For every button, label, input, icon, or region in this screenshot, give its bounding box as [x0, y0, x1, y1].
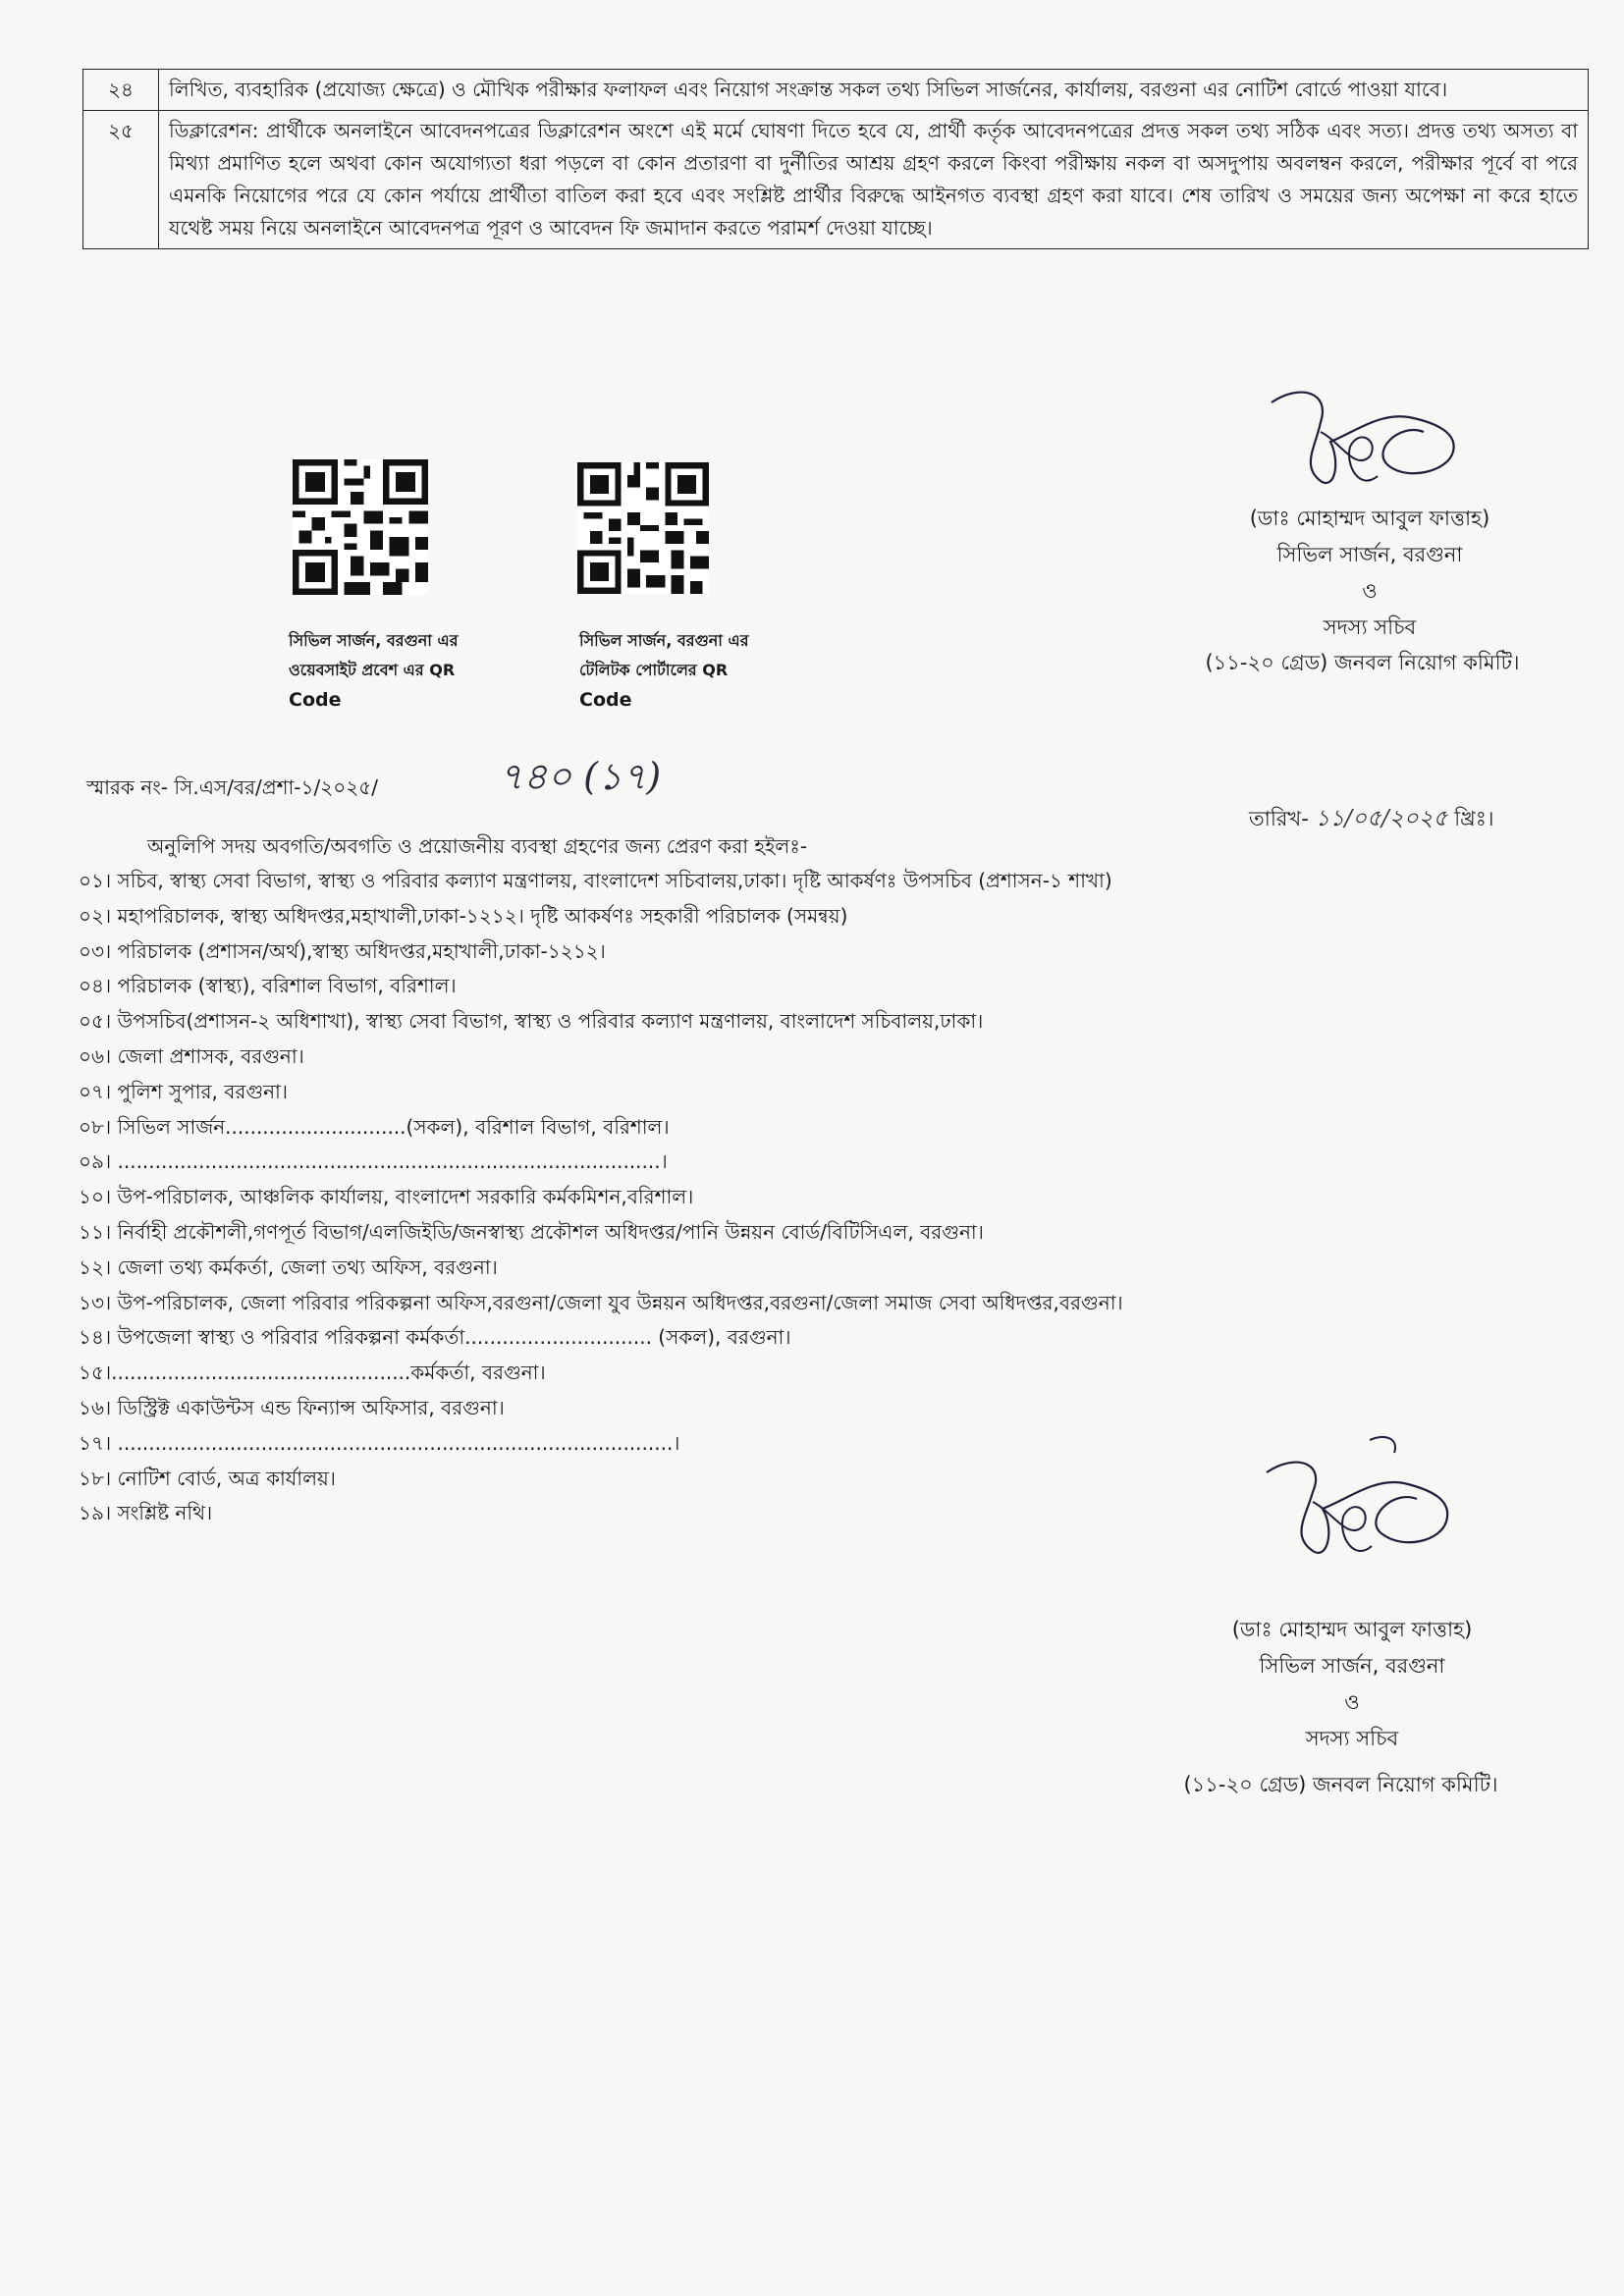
qr-caption-website — [289, 626, 524, 715]
date-suffix: খ্রিঃ। — [1454, 807, 1494, 830]
qr-caption-line: সিভিল সার্জন, বরগুনা এর — [579, 631, 749, 650]
signatory-role: সদস্য সচিব — [1323, 615, 1417, 639]
list-item: ০৮। সিভিল সার্জন.............................(সকল), বরিশাল বিভাগ, বরিশাল। — [79, 1114, 670, 1139]
signatory-designation: সিভিল সার্জন, বরগুনা — [1259, 1654, 1445, 1678]
memo-date — [1249, 800, 1494, 838]
list-item: ১৯। সংশ্লিষ্ট নথি। — [79, 1501, 213, 1525]
list-item: ১০। উপ-পরিচালক, আঞ্চলিক কার্যালয়, বাংলাদেশ সরকারি কর্মকমিশন,বরিশাল। — [79, 1185, 694, 1209]
clause-text: ডিক্লারেশন: প্রার্থীকে অনলাইনে আবেদনপত্রের ডিক্লারেশন অংশে এই মর্মে ঘোষণা দিতে হবে যে, প্রার্থী কর্তৃক আবেদনপত্রের প্রদত্ত সকল তথ্য সঠিক এবং সত্য। প্রদত্ত তথ্য অসত্য বা মিথ্যা প্রমাণিত হলে অথবা কোন অযোগ্যতা ধরা পড়লে বা কোন প্রতারণা বা দুর্নীতির আশ্রয় গ্রহণ করলে কিংবা পরীক্ষায় নকল বা অসদুপায় অবলম্বন করলে, পরীক্ষার পূর্বে বা পরে এমনকি নিয়োগের পরে যে কোন পর্যায়ে প্রার্থীতা বাতিল করা হবে এবং সংশ্লিষ্ট প্রার্থীর বিরুদ্ধে আইনগত ব্যবস্থা গ্রহণ করা যাবে। শেষ তারিখ ও সময়ের জন্য অপেক্ষা না করে হাতে যথেষ্ট সময় নিয়ে অনলাইনে আবেদনপত্র পূরণ ও আবেদন ফি জমাদান করতে পরামর্শ দেওয়া যাচ্ছে। — [159, 111, 1589, 249]
qr-code-icon — [293, 459, 428, 595]
list-item: ০২। মহাপরিচালক, স্বাস্থ্য অধিদপ্তর,মহাখালী,ঢাকা-১২১২। দৃষ্টি আকর্ষণঃ সহকারী পরিচালক (সমন্বয়) — [79, 903, 848, 928]
signature-image — [1262, 373, 1478, 510]
list-item: ০৯। .......................................................................................। — [79, 1149, 668, 1174]
signatory-role: সদস্য সচিব — [1305, 1727, 1399, 1750]
list-item: ১৮। নোটিশ বোর্ড, অত্র কার্যালয়। — [79, 1466, 336, 1490]
list-item: ১৫।................................................কর্মকর্তা, বরগুনা। — [79, 1361, 546, 1385]
list-item: ১১। নির্বাহী প্রকৌশলী,গণপূর্ত বিভাগ/এলজিইডি/জনস্বাস্থ্য প্রকৌশল অধিদপ্তর/পানি উন্নয়ন বোর্ড/বিটিসিএল, বরগুনা। — [79, 1219, 984, 1244]
table-row — [83, 70, 1589, 111]
qr-caption-line: ওয়েবসাইট প্রবেশ এর QR — [289, 661, 456, 679]
qr-code-teletalk — [577, 461, 709, 599]
handwritten-memo-number — [491, 738, 717, 817]
signatory-block-top — [1208, 501, 1532, 646]
list-item: ১৬। ডিস্ট্রিক্ট একাউন্টস এন্ড ফিন্যান্স অফিসার, বরগুনা। — [79, 1395, 505, 1419]
list-item: ০৬। জেলা প্রশাসক, বরগুনা। — [79, 1043, 304, 1068]
copy-intro: অনুলিপি সদয় অবগতি/অবগতি ও প্রয়োজনীয় ব্যবস্থা গ্রহণের জন্য প্রেরণ করা হইলঃ- — [147, 834, 808, 858]
date-label: তারিখ- — [1249, 807, 1309, 830]
list-item: ০৩। পরিচালক (প্রশাসন/অর্থ),স্বাস্থ্য অধিদপ্তর,মহাখালী,ঢাকা-১২১২। — [79, 938, 606, 963]
signatory-block-bottom — [1190, 1612, 1514, 1757]
list-item: ১৪। উপজেলা স্বাস্থ্য ও পরিবার পরিকল্পনা কর্মকর্তা.............................. (সকল), বরগুনা। — [79, 1325, 791, 1350]
signatory-name: (ডাঃ মোহাম্মদ আবুল ফাত্তাহ) — [1231, 1618, 1473, 1641]
qr-caption-line: সিভিল সার্জন, বরগুনা এর — [289, 631, 459, 650]
memo-reference: স্মারক নং- সি.এস/বর/প্রশা-১/২০২৫/ — [86, 775, 378, 799]
handwritten-number-text: ৭৪০ (১৭) — [499, 755, 662, 798]
list-item: ০৫। উপসচিব(প্রশাসন-২ অধিশাখা), স্বাস্থ্য সেবা বিভাগ, স্বাস্থ্য ও পরিবার কল্যাণ মন্ত্রণালয়, বাংলাদেশ সচিবালয়,ঢাকা। — [79, 1009, 984, 1034]
clause-number: ২৫ — [83, 111, 159, 249]
signatory-committee: (১১-২০ গ্রেড) জনবল নিয়োগ কমিটি। — [1205, 651, 1520, 674]
signature-image — [1252, 1428, 1468, 1575]
list-item: ০৪। পরিচালক (স্বাস্থ্য), বরিশাল বিভাগ, বরিশাল। — [79, 974, 457, 998]
qr-caption-line: Code — [289, 689, 342, 711]
clause-text: লিখিত, ব্যবহারিক (প্রযোজ্য ক্ষেত্রে) ও মৌখিক পরীক্ষার ফলাফল এবং নিয়োগ সংক্রান্ত সকল তথ্য সিভিল সার্জনের, কার্যালয়, বরগুনা এর নোটিশ বোর্ডে পাওয়া যাবে। — [159, 70, 1589, 111]
list-item: ১২। জেলা তথ্য কর্মকর্তা, জেলা তথ্য অফিস, বরগুনা। — [79, 1255, 498, 1279]
qr-caption-teletalk — [579, 626, 815, 715]
signatory-conj: ও — [1344, 1690, 1360, 1714]
signatory-designation: সিভিল সার্জন, বরগুনা — [1276, 543, 1463, 566]
qr-caption-line: টেলিটক পোর্টালের QR — [579, 661, 729, 679]
list-item: ১৩। উপ-পরিচালক, জেলা পরিবার পরিকল্পনা অফিস,বরগুনা/জেলা যুব উন্নয়ন অধিদপ্তর,বরগুনা/জেলা সমাজ সেবা অধিদপ্তর,বরগুনা। — [79, 1290, 1123, 1314]
qr-caption-line: Code — [579, 689, 632, 711]
qr-code-icon — [577, 461, 709, 595]
list-item: ০৭। পুলিশ সুপার, বরগুনা। — [79, 1079, 288, 1103]
list-item: ০১। সচিব, স্বাস্থ্য সেবা বিভাগ, স্বাস্থ্য ও পরিবার কল্যাণ মন্ত্রণালয়, বাংলাদেশ সচিবালয়,ঢাকা। দৃষ্টি আকর্ষণঃ উপসচিব (প্রশাসন-১ শাখা) — [79, 869, 1112, 892]
table-row — [83, 111, 1589, 249]
signatory-conj: ও — [1362, 579, 1378, 603]
date-value: ১১/০৫/২০২৫ — [1315, 806, 1448, 831]
signatory-name: (ডাঃ মোহাম্মদ আবুল ফাত্তাহ) — [1249, 507, 1490, 530]
clause-number: ২৪ — [83, 70, 159, 111]
signatory-committee: (১১-২০ গ্রেড) জনবল নিয়োগ কমিটি। — [1183, 1773, 1498, 1796]
list-item: ১৭। .........................................................................................। — [79, 1430, 680, 1455]
clauses-table — [82, 69, 1589, 249]
qr-code-website — [293, 459, 428, 599]
